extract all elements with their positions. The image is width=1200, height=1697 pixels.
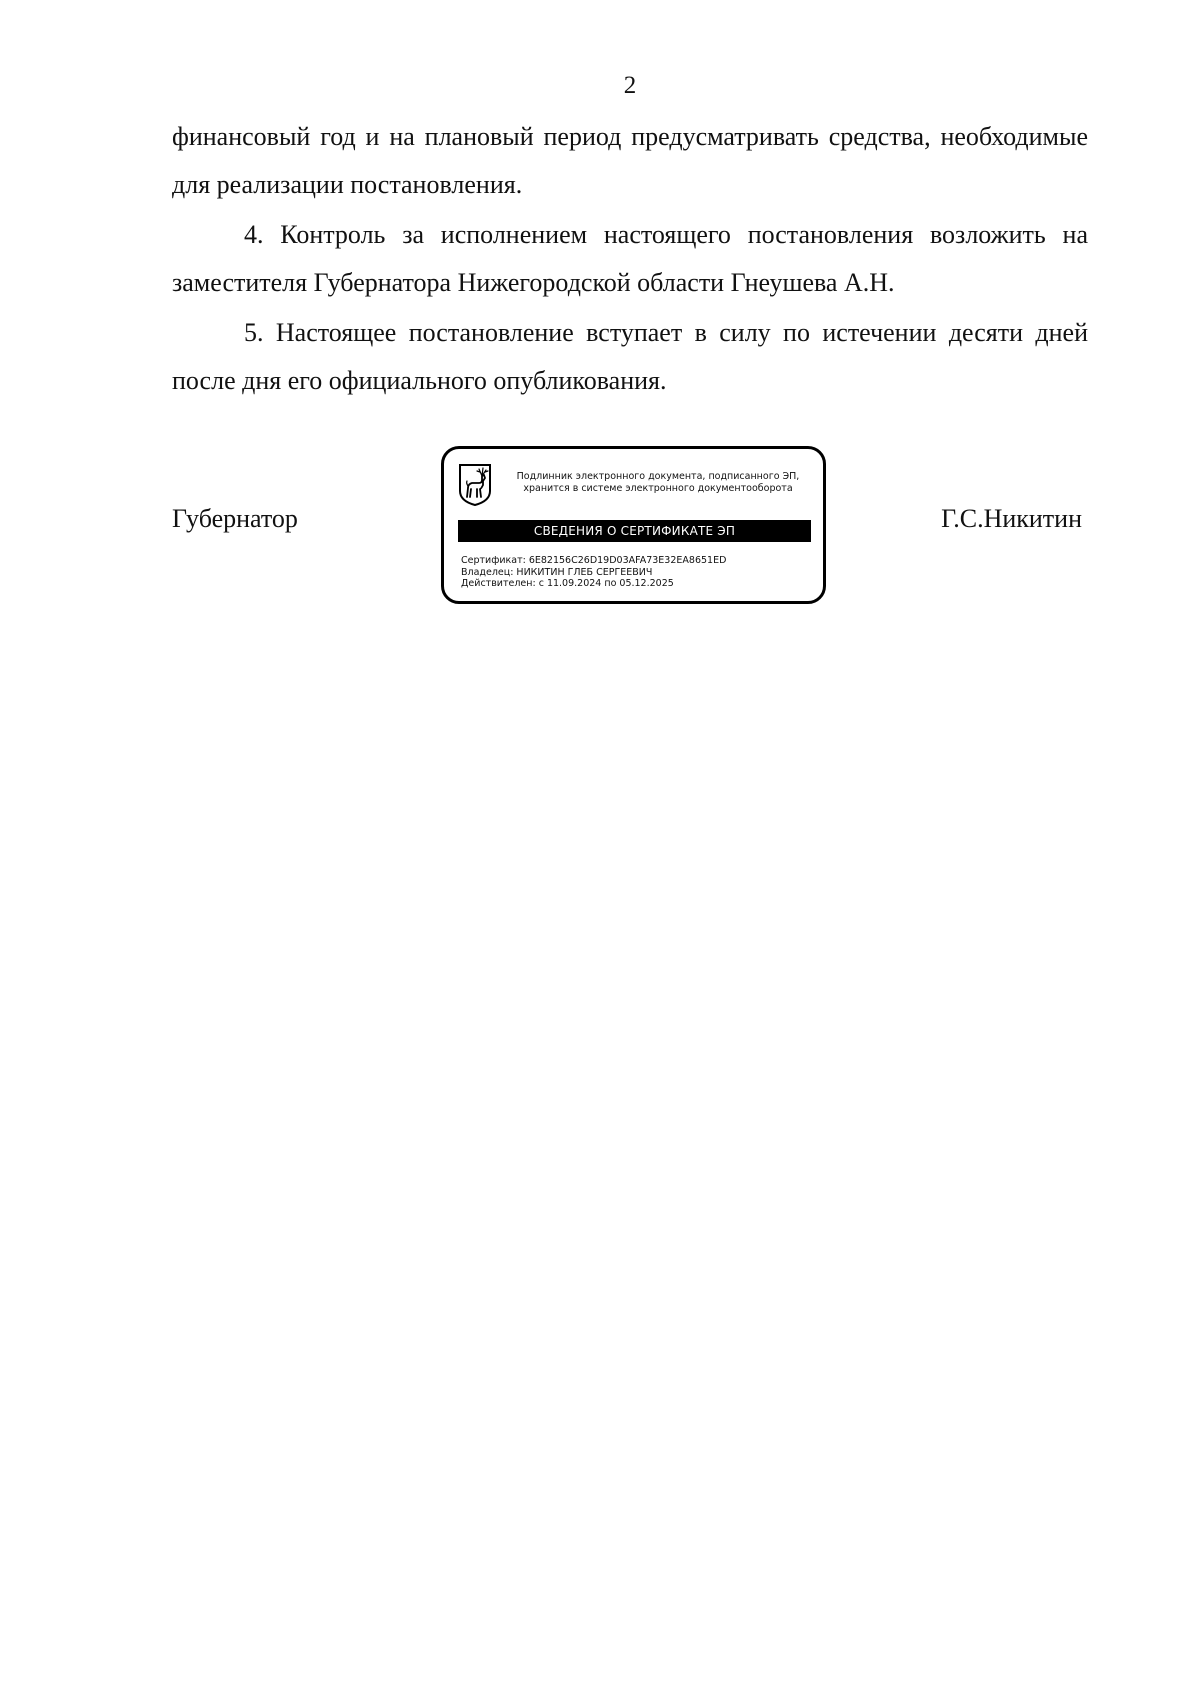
stamp-certificate-details bbox=[461, 555, 726, 590]
signatory-name: Г.С.Никитин bbox=[941, 504, 1082, 533]
stamp-header bbox=[494, 471, 822, 495]
paragraph-item-4: 4. Контроль за исполнением настоящего постановления возложить на заместителя Губернатора Нижегородской области Гнеушева А.Н. bbox=[172, 220, 1088, 297]
signatory-title: Губернатор bbox=[172, 504, 298, 533]
certificate-owner: Владелец: НИКИТИН ГЛЕБ СЕРГЕЕВИЧ bbox=[461, 566, 653, 578]
page-number: 2 bbox=[623, 72, 637, 99]
deer-emblem-icon bbox=[458, 463, 492, 507]
stamp-title-bar: СВЕДЕНИЯ О СЕРТИФИКАТЕ ЭП bbox=[458, 520, 811, 542]
stamp-header-line-2: хранится в системе электронного документооборота bbox=[523, 483, 793, 494]
certificate-validity: Действителен: с 11.09.2024 по 05.12.2025 bbox=[461, 578, 674, 589]
electronic-signature-stamp bbox=[441, 446, 826, 604]
document-body bbox=[172, 113, 1088, 405]
stamp-header-line-1: Подлинник электронного документа, подписанного ЭП, bbox=[516, 471, 800, 482]
paragraph-continuation: финансовый год и на плановый период предусматривать средства, необходимые для реализации постановления. bbox=[172, 122, 1088, 199]
paragraph-item-5: 5. Настоящее постановление вступает в силу по истечении десяти дней после дня его официального опубликования. bbox=[172, 318, 1088, 395]
certificate-number: Сертификат: 6E82156C26D19D03AFA73E32EA8651ED bbox=[461, 555, 727, 566]
